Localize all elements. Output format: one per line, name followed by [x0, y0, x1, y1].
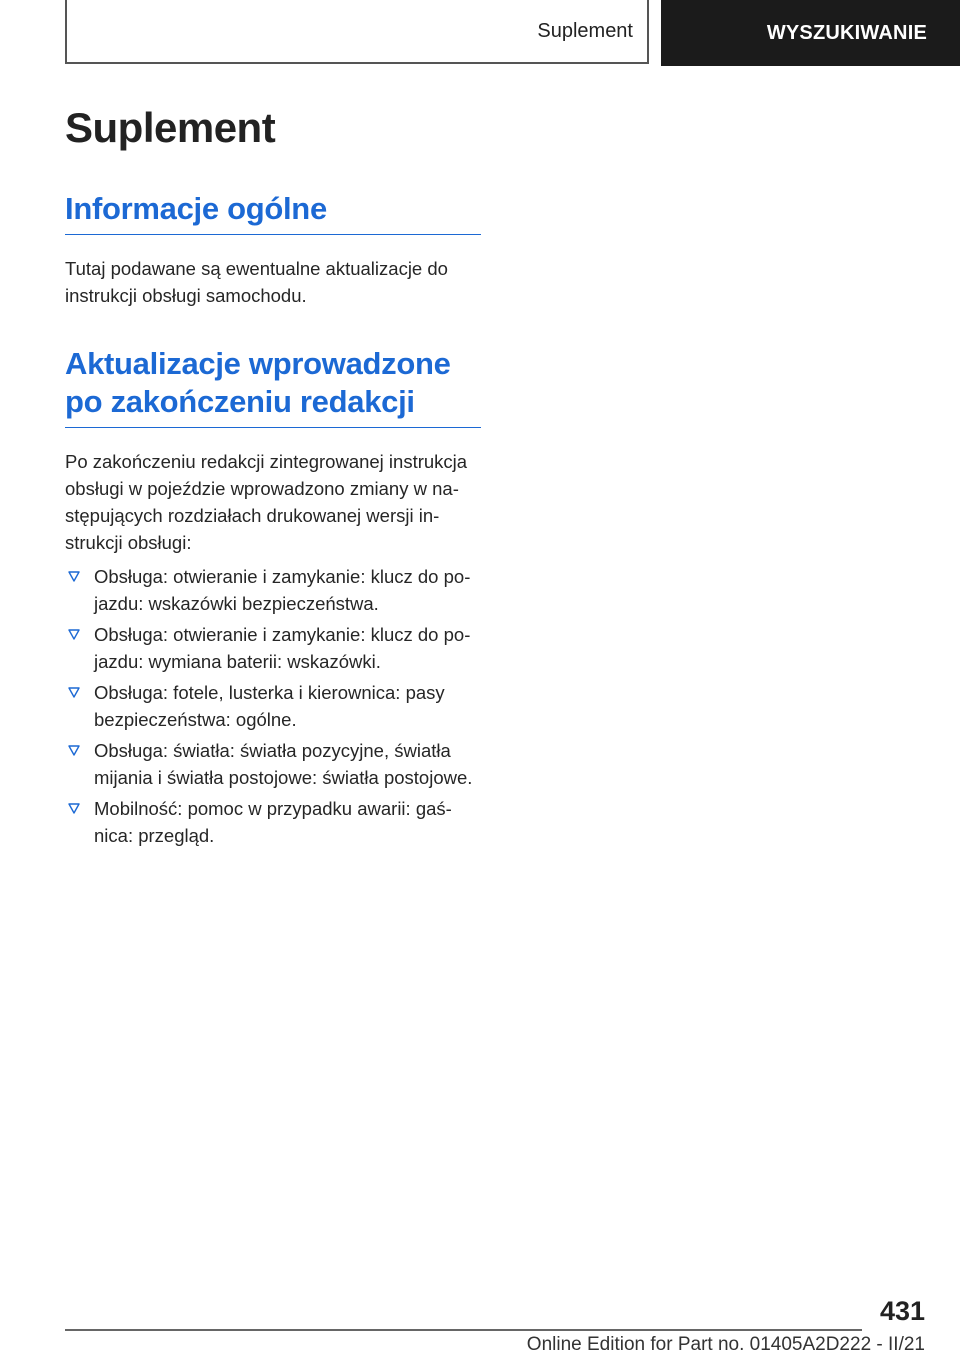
triangle-bullet-icon: [68, 571, 80, 582]
chapter-title: Suplement: [65, 104, 276, 151]
list-item: [65, 795, 481, 849]
triangle-bullet-icon: [68, 687, 80, 698]
tab-chapter-suplement[interactable]: [65, 0, 649, 64]
tab-chapter-label: Suplement: [537, 19, 633, 42]
list-item-text: Obsługa: światła: światła pozycyjne, światła mijania i światła postojowe: światła postojowe.: [94, 740, 473, 788]
list-item-text: Mobilność: pomoc w przypadku awarii: gaśnica: przegląd.: [94, 798, 452, 846]
tab-search-label: WYSZUKIWANIE: [766, 21, 927, 44]
list-item: [65, 563, 481, 617]
section-paragraph-general: Tutaj podawane są ewentualne aktualizacje do instrukcji obsługi samochodu.: [65, 258, 448, 306]
updates-list: [65, 563, 481, 849]
list-item-text: Obsługa: fotele, lusterka i kierownica: pasy bezpieczeństwa: ogólne.: [94, 682, 445, 730]
triangle-bullet-icon: [68, 803, 80, 814]
list-item: [65, 621, 481, 675]
section-heading-updates-line1: Aktualizacje wprowadzone: [65, 346, 451, 381]
section-paragraph-updates: Po zakończeniu redakcji zintegrowanej instrukcja obsługi w pojeździe wprowadzono zmiany w następujących rozdziałach drukowanej wersji instrukcji obsługi:: [65, 451, 468, 553]
section-heading-general: Informacje ogólne: [65, 190, 481, 235]
page-number: 431: [879, 1296, 925, 1326]
triangle-bullet-icon: [68, 629, 80, 640]
section-heading-updates-line2: po zakończeniu redakcji: [65, 384, 415, 419]
list-item: [65, 679, 481, 733]
main-content: [65, 98, 481, 853]
list-item-text: Obsługa: otwieranie i zamykanie: klucz do pojazdu: wymiana baterii: wskazówki.: [94, 624, 471, 672]
list-item: [65, 737, 481, 791]
footer-edition-text: Online Edition for Part no. 01405A2D222 - II/21: [526, 1334, 925, 1355]
triangle-bullet-icon: [68, 745, 80, 756]
footer-divider: [65, 1329, 862, 1331]
page-header: [0, 0, 960, 66]
section-heading-updates: [65, 345, 481, 428]
tab-search[interactable]: [661, 0, 960, 66]
list-item-text: Obsługa: otwieranie i zamykanie: klucz do pojazdu: wskazówki bezpieczeństwa.: [94, 566, 471, 614]
